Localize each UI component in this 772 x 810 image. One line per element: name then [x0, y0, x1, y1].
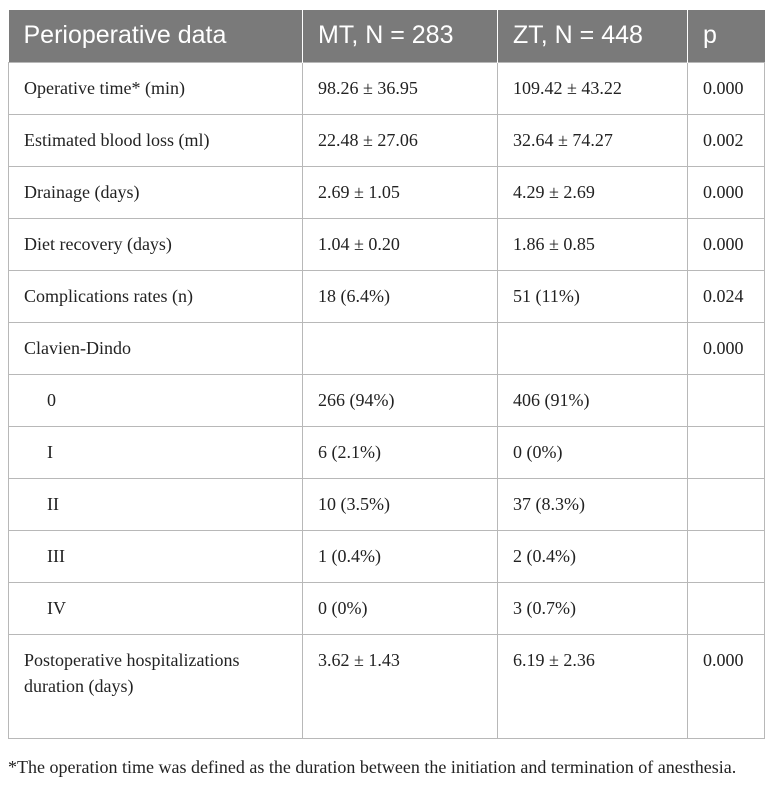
p-value-cell — [688, 478, 765, 530]
table-row — [9, 426, 765, 478]
p-value-cell: 0.000 — [688, 634, 765, 738]
p-value-cell — [688, 426, 765, 478]
row-label-cell: IV — [9, 582, 303, 634]
zt-value-cell: 406 (91%) — [498, 374, 688, 426]
row-label-cell: Operative time* (min) — [9, 62, 303, 114]
table-row — [9, 270, 765, 322]
mt-value-cell: 1 (0.4%) — [303, 530, 498, 582]
perioperative-data-table — [8, 10, 765, 739]
p-value-cell: 0.000 — [688, 62, 765, 114]
zt-value-cell: 109.42 ± 43.22 — [498, 62, 688, 114]
zt-value-cell: 51 (11%) — [498, 270, 688, 322]
zt-value-cell: 3 (0.7%) — [498, 582, 688, 634]
p-value-cell — [688, 374, 765, 426]
mt-value-cell: 266 (94%) — [303, 374, 498, 426]
table-row — [9, 634, 765, 738]
table-body — [9, 62, 765, 738]
mt-value-cell: 1.04 ± 0.20 — [303, 218, 498, 270]
zt-value-cell: 4.29 ± 2.69 — [498, 166, 688, 218]
p-value-cell — [688, 530, 765, 582]
table-row — [9, 582, 765, 634]
p-value-cell: 0.002 — [688, 114, 765, 166]
table-header — [9, 10, 765, 62]
row-label-cell: 0 — [9, 374, 303, 426]
mt-value-cell: 10 (3.5%) — [303, 478, 498, 530]
row-label-cell: Diet recovery (days) — [9, 218, 303, 270]
row-label-cell: Clavien-Dindo — [9, 322, 303, 374]
table-row — [9, 62, 765, 114]
row-label-cell: Drainage (days) — [9, 166, 303, 218]
header-p: p — [688, 10, 765, 62]
p-value-cell: 0.024 — [688, 270, 765, 322]
header-row — [9, 10, 765, 62]
header-perioperative-data: Perioperative data — [9, 10, 303, 62]
mt-value-cell: 6 (2.1%) — [303, 426, 498, 478]
table-row — [9, 114, 765, 166]
row-label-cell: II — [9, 478, 303, 530]
header-zt: ZT, N = 448 — [498, 10, 688, 62]
mt-value-cell: 3.62 ± 1.43 — [303, 634, 498, 738]
perioperative-table-container — [8, 10, 764, 739]
zt-value-cell: 32.64 ± 74.27 — [498, 114, 688, 166]
table-footnote: *The operation time was defined as the duration between the initiation and termination of anesthesia. — [8, 757, 737, 777]
header-mt: MT, N = 283 — [303, 10, 498, 62]
mt-value-cell — [303, 322, 498, 374]
row-label-cell: Estimated blood loss (ml) — [9, 114, 303, 166]
table-row — [9, 166, 765, 218]
mt-value-cell: 98.26 ± 36.95 — [303, 62, 498, 114]
table-row — [9, 478, 765, 530]
table-row — [9, 374, 765, 426]
row-label-cell: Postoperative hospitalizations duration (days) — [9, 634, 303, 738]
zt-value-cell: 6.19 ± 2.36 — [498, 634, 688, 738]
zt-value-cell — [498, 322, 688, 374]
mt-value-cell: 0 (0%) — [303, 582, 498, 634]
mt-value-cell: 2.69 ± 1.05 — [303, 166, 498, 218]
zt-value-cell: 0 (0%) — [498, 426, 688, 478]
p-value-cell: 0.000 — [688, 166, 765, 218]
table-row — [9, 322, 765, 374]
zt-value-cell: 2 (0.4%) — [498, 530, 688, 582]
p-value-cell: 0.000 — [688, 322, 765, 374]
mt-value-cell: 22.48 ± 27.06 — [303, 114, 498, 166]
zt-value-cell: 1.86 ± 0.85 — [498, 218, 688, 270]
row-label-cell: III — [9, 530, 303, 582]
mt-value-cell: 18 (6.4%) — [303, 270, 498, 322]
row-label-cell: I — [9, 426, 303, 478]
row-label-cell: Complications rates (n) — [9, 270, 303, 322]
p-value-cell: 0.000 — [688, 218, 765, 270]
p-value-cell — [688, 582, 765, 634]
table-row — [9, 530, 765, 582]
zt-value-cell: 37 (8.3%) — [498, 478, 688, 530]
table-row — [9, 218, 765, 270]
